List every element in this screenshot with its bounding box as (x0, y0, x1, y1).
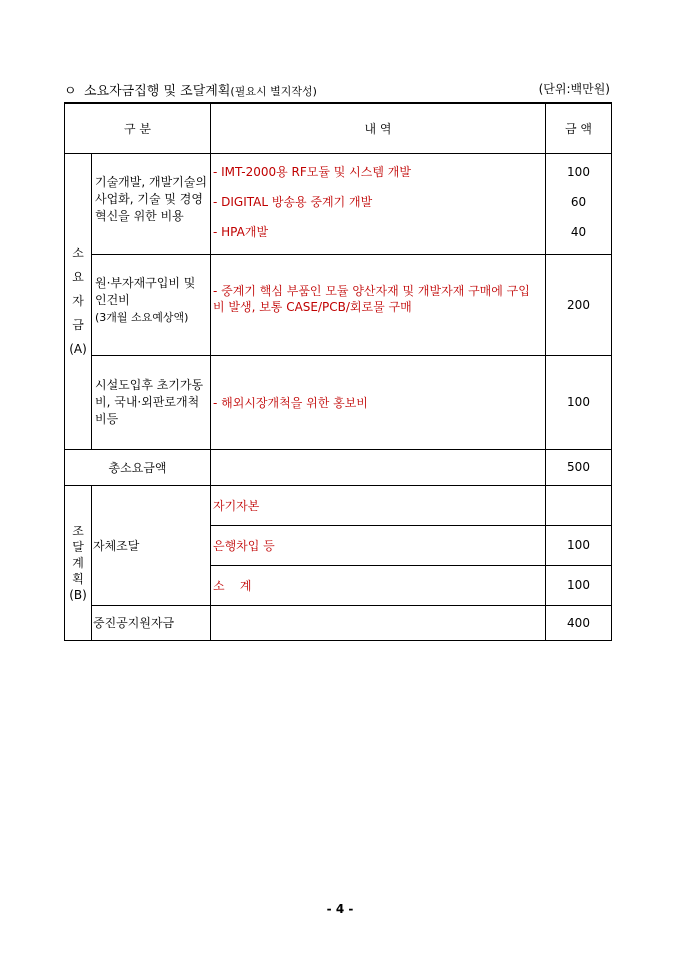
table-row (65, 153, 612, 254)
total-amount: 500 (546, 449, 612, 485)
amount-materials: 200 (546, 254, 612, 355)
heading-title-note: (필요시 별지작성) (230, 85, 317, 98)
header-category: 구 분 (65, 103, 211, 153)
funding-amount-bank-loan: 100 (546, 525, 612, 565)
funding-amount-equity (546, 485, 612, 525)
label-char: 조 (72, 523, 84, 538)
support-fund-label: 중진공지원자금 (92, 605, 211, 640)
label-char: 소 (72, 246, 84, 260)
funding-item-equity: 자기자본 (211, 485, 546, 525)
support-fund-amount: 400 (546, 605, 612, 640)
total-details (211, 449, 546, 485)
funding-item-subtotal: 소 계 (211, 565, 546, 605)
label-char: (B) (69, 587, 87, 602)
table-row (65, 449, 612, 485)
category-facility: 시설도입후 초기가동비, 국내·외판로개척비등 (92, 355, 211, 449)
amount-value: 40 (570, 224, 587, 239)
heading-bullet: ㅇ (64, 84, 77, 99)
list-item: - IMT-2000용 RF모듈 및 시스템 개발 (213, 164, 411, 179)
amounts-tech-dev (546, 153, 612, 254)
heading-title (84, 80, 317, 99)
label-char: 자 (72, 294, 84, 308)
unit-note: (단위:백만원) (538, 82, 610, 96)
amount-value: 100 (567, 164, 590, 179)
items-facility: - 해외시장개척을 위한 홍보비 (211, 355, 546, 449)
table-header-row (65, 103, 612, 153)
funding-item-bank-loan: 은행차입 등 (211, 525, 546, 565)
support-fund-details (211, 605, 546, 640)
total-label: 총소요금액 (65, 449, 211, 485)
amount-value: 60 (570, 194, 587, 209)
label-char: (A) (69, 342, 87, 356)
section-heading (64, 80, 610, 98)
header-details: 내 역 (211, 103, 546, 153)
required-funds-label (65, 153, 92, 449)
page-number: - 4 - (326, 902, 354, 916)
header-amount: 금 액 (546, 103, 612, 153)
table-row (65, 605, 612, 640)
label-char: 달 (72, 539, 84, 554)
table-row (65, 254, 612, 355)
heading-title-text: 소요자금집행 및 조달계획 (84, 84, 231, 99)
label-char: 금 (72, 318, 84, 332)
category-materials (92, 254, 211, 355)
funding-amount-subtotal: 100 (546, 565, 612, 605)
table-row (65, 485, 612, 525)
label-char: 계 (72, 555, 84, 570)
table-row (65, 355, 612, 449)
label-char: 요 (72, 270, 84, 284)
list-item: - HPA개발 (213, 224, 269, 239)
category-tech-dev: 기술개발, 개발기술의 사업화, 기술 및 경영혁신을 위한 비용 (92, 153, 211, 254)
label-char: 획 (72, 571, 84, 586)
amount-facility: 100 (546, 355, 612, 449)
items-tech-dev (211, 153, 546, 254)
list-item: - DIGITAL 방송용 중계기 개발 (213, 194, 373, 209)
category-materials-note: (3개월 소요예상액) (95, 310, 189, 324)
items-materials: - 중계기 핵심 부품인 모듈 양산자재 및 개발자재 구매에 구입비 발생, 보통 CASE/PCB/회로물 구매 (211, 254, 546, 355)
funding-plan-label (65, 485, 92, 640)
funding-table (64, 102, 612, 641)
category-materials-text: 원·부자재구입비 및 인건비 (95, 275, 196, 307)
self-funding-label: 자체조달 (92, 485, 211, 605)
